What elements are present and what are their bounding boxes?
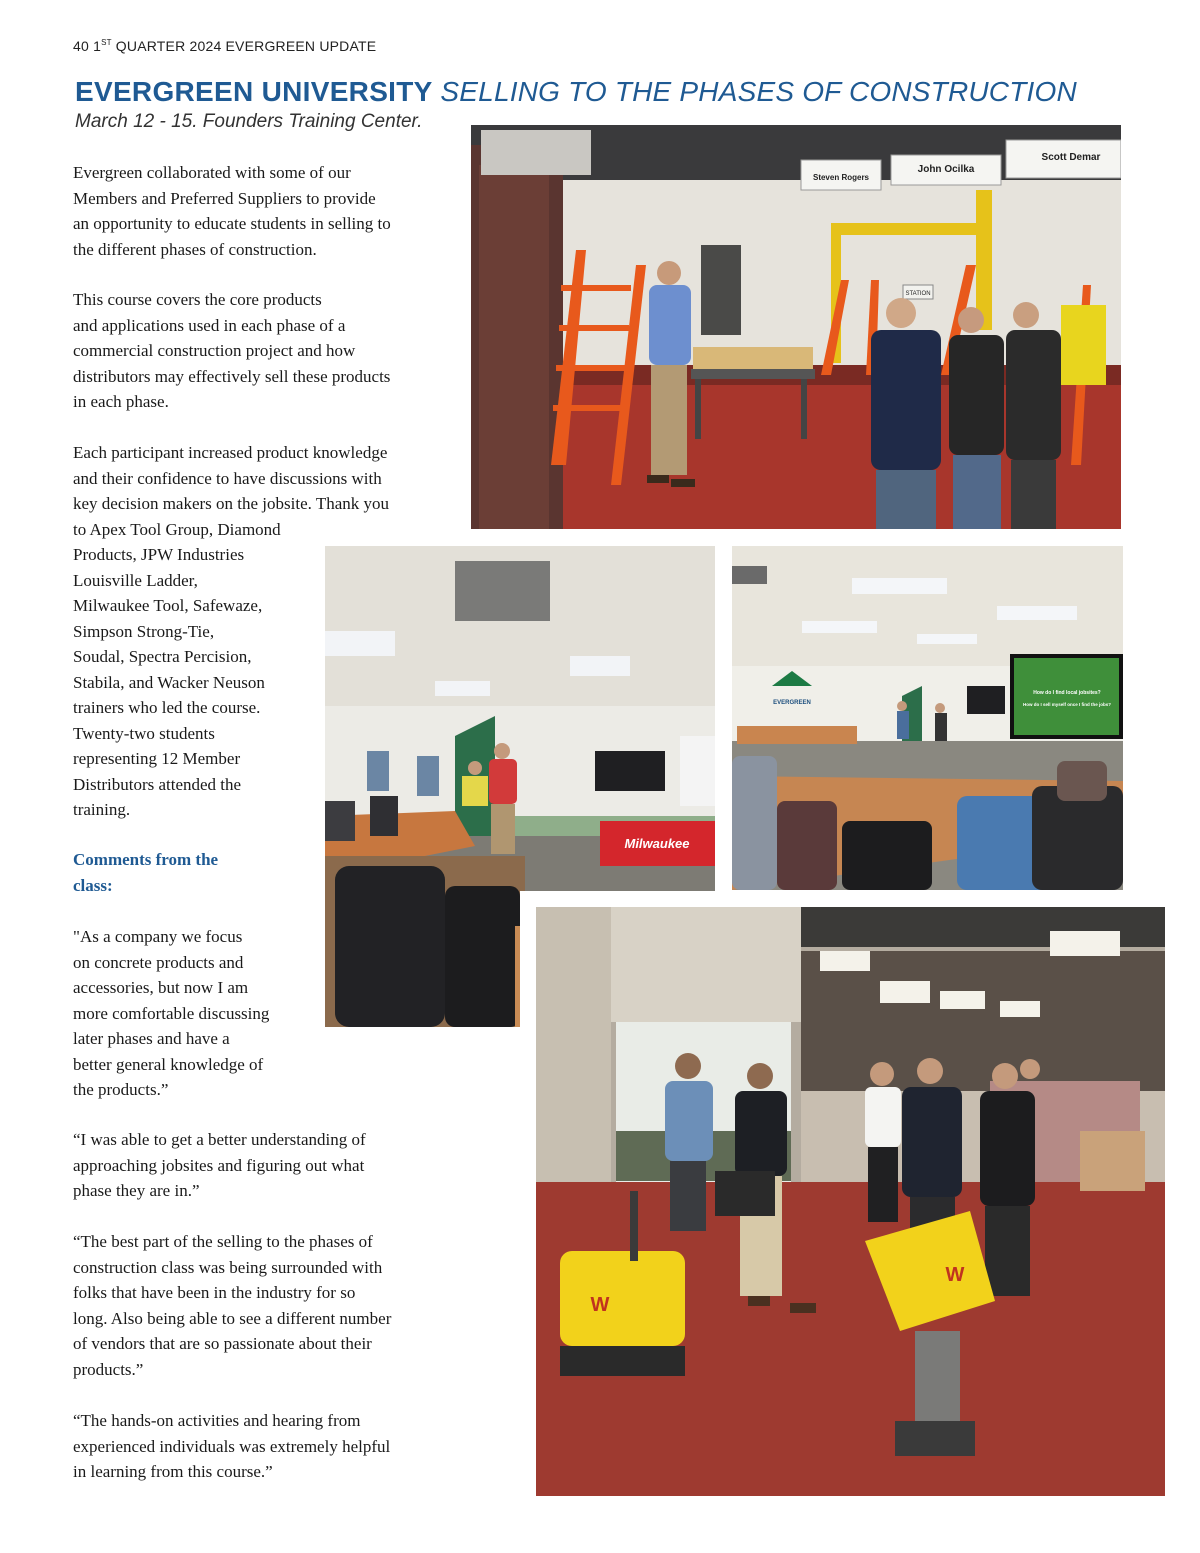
photo-bay-equipment bbox=[520, 891, 1165, 1496]
article-subtitle: March 12 - 15. Founders Training Center. bbox=[75, 111, 423, 132]
quarter-number: 1ST bbox=[93, 38, 112, 54]
milwaukee-cloth-text: Milwaukee bbox=[624, 836, 690, 851]
paragraph-participants: Each participant increased product knowledge and their confidence to have discussions with key decision makers on the jobsite. Thank you to Apex Tool Group, Diamond Products, JPW Industries Louisville Ladder, Milwaukee Tool, Safewaze, Simpson Strong-Tie, Soudal, Spectra Percision, Stabila, and Wacker Neuson trainers who led the course. Twenty-two students representing 12 Member Distributors attended the training. bbox=[73, 443, 390, 819]
page-number: 40 bbox=[73, 38, 89, 54]
station-sign: STATION bbox=[905, 291, 931, 297]
quote-1: "As a company we focus on concrete products and accessories, but now I am more comfortable discussing later phases and have a better general knowledge of the products.” bbox=[73, 927, 270, 1099]
quote-4: “The hands-on activities and hearing from experienced individuals was extremely helpful in learning from this course.” bbox=[73, 1411, 391, 1481]
photo-warehouse-ladders bbox=[471, 125, 1121, 529]
page-header bbox=[73, 38, 376, 54]
banner-1-text: Steven Rogers bbox=[812, 173, 870, 182]
wacker-logo-rammer: W bbox=[945, 1264, 965, 1286]
comments-heading: Comments from the class: bbox=[73, 850, 219, 895]
quote-3: “The best part of the selling to the phases of construction class was being surrounded with folks that have been in the industry for so long. Also being able to see a different number of vendors that are so passionate about their products.” bbox=[73, 1232, 392, 1379]
evergreen-wall-logo: EVERGREEN bbox=[773, 700, 811, 706]
title-bold: EVERGREEN UNIVERSITY bbox=[75, 76, 433, 107]
paragraph-intro: Evergreen collaborated with some of our Members and Preferred Suppliers to provide an opportunity to educate students in selling to the different phases of construction. bbox=[73, 163, 391, 259]
quote-2: “I was able to get a better understanding of approaching jobsites and figuring out what phase they are in.” bbox=[73, 1130, 366, 1200]
wacker-logo-plate: W bbox=[590, 1294, 610, 1316]
article-title bbox=[75, 76, 1077, 108]
photo-classroom-screen bbox=[732, 546, 1123, 890]
banner-3-text: Scott Demar bbox=[1041, 152, 1101, 163]
title-italic: SELLING TO THE PHASES OF CONSTRUCTION bbox=[440, 76, 1077, 107]
banner-2-text: John Ocilka bbox=[917, 164, 975, 175]
paragraph-course: This course covers the core products and applications used in each phase of a commercial construction project and how distributors may effectively sell these products in each phase. bbox=[73, 290, 391, 411]
screen-line-2: How do I sell myself once I find the jobs? bbox=[1022, 702, 1112, 707]
publication-title: QUARTER 2024 EVERGREEN UPDATE bbox=[115, 38, 377, 54]
screen-line-1: How do I find local jobsites? bbox=[1033, 690, 1101, 696]
